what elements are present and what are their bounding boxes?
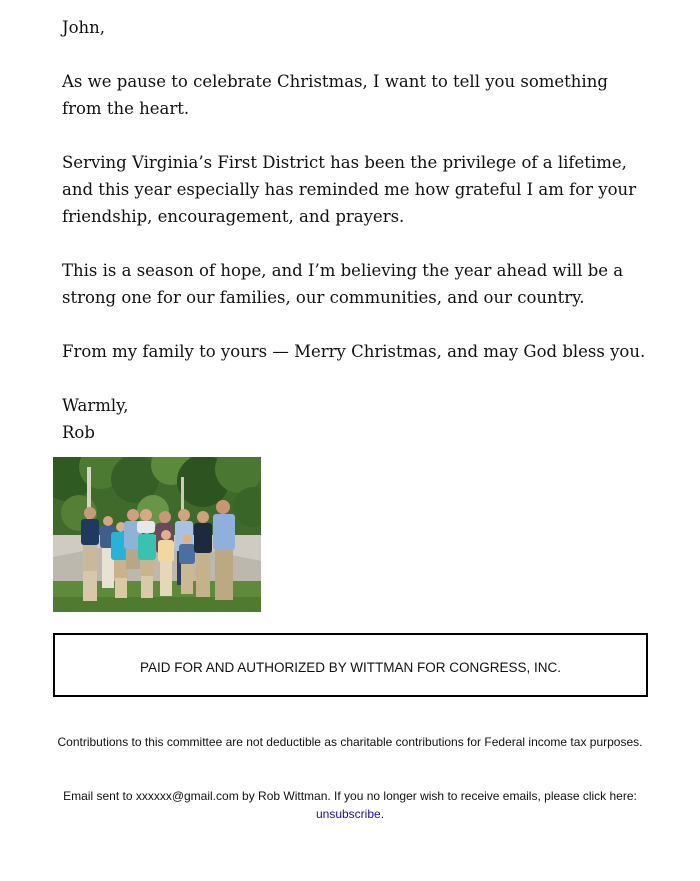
sent-to-notice <box>52 787 648 823</box>
closing <box>62 392 652 446</box>
letter-body <box>62 14 652 446</box>
tax-notice: Contributions to this committee are not deductible as charitable contributions for Federal income tax purposes. <box>57 735 643 749</box>
paragraph-blessing: From my family to yours — Merry Christmas, and may God bless you. <box>62 342 646 361</box>
greeting: John, <box>62 18 106 37</box>
signature: Rob <box>62 423 95 442</box>
paid-for-disclosure-box <box>53 633 648 697</box>
sign-off: Warmly, <box>62 396 129 415</box>
family-photo <box>53 457 261 612</box>
paragraph-christmas: As we pause to celebrate Christmas, I want to tell you something from the heart. <box>62 72 608 118</box>
paid-for-text: PAID FOR AND AUTHORIZED BY WITTMAN FOR CONGRESS, INC. <box>139 659 562 675</box>
unsubscribe-suffix: . <box>380 807 385 821</box>
paragraph-service: Serving Virginia’s First District has been the privilege of a lifetime, and this year especially has reminded me how grateful I am for your friendship, encouragement, and prayers. <box>62 153 637 226</box>
unsubscribe-link[interactable]: unsubscribe <box>315 807 381 821</box>
sent-to-text: Email sent to xxxxxx@gmail.com by Rob Wittman. If you no longer wish to receive emails, please click here: <box>63 789 637 803</box>
paragraph-hope: This is a season of hope, and I’m believing the year ahead will be a strong one for our families, our communities, and our country. <box>62 261 624 307</box>
